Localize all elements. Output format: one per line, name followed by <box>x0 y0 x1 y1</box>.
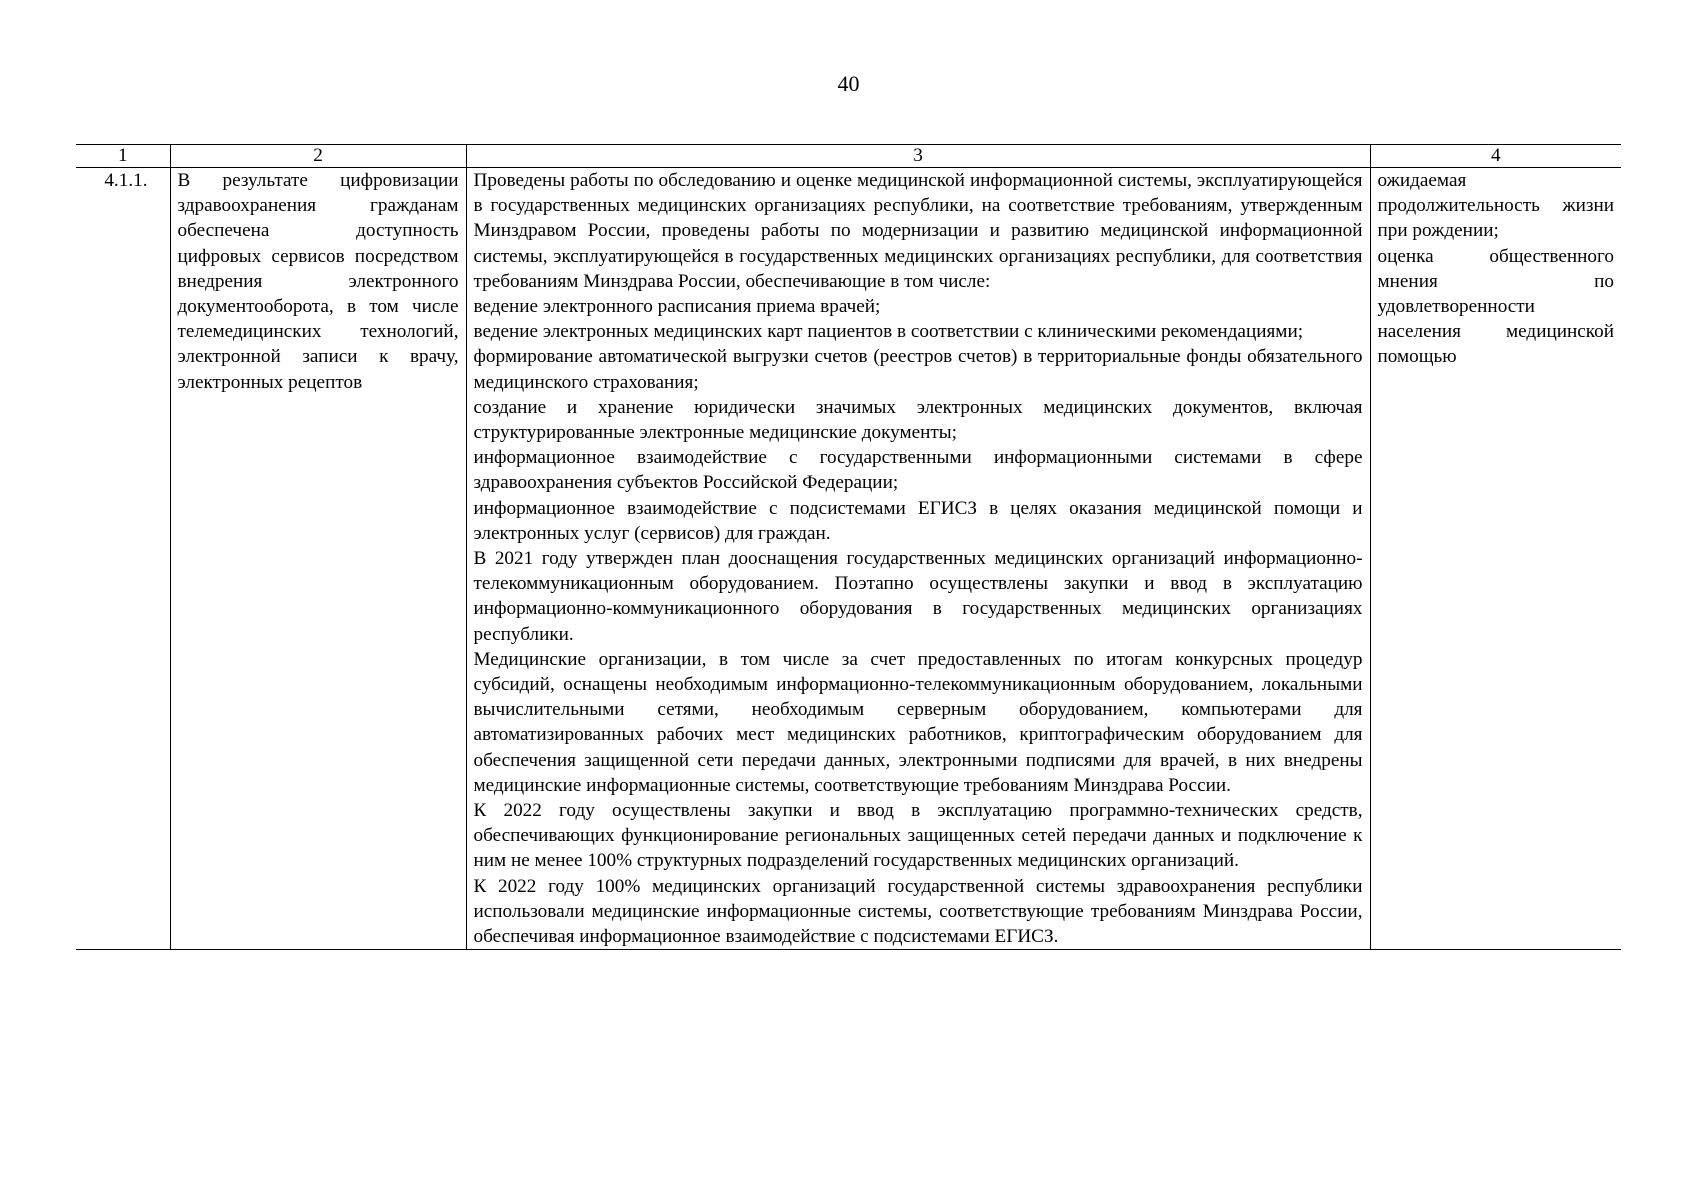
description-paragraph: К 2022 году осуществлены закупки и ввод в эксплуатацию программно-технических средств, обеспечивающих функционирование региональных защищенных сетей передачи данных и подключение к ним не менее 100% структурных подразделений государственных медицинских организаций. <box>473 800 1363 872</box>
result-cell <box>170 168 466 950</box>
row-number-cell: 4.1.1. <box>76 168 170 950</box>
description-paragraph: формирование автоматической выгрузки счетов (реестров счетов) в территориальные фонды обязательного медицинского страхования; <box>473 346 1363 393</box>
indicators-cell <box>1370 168 1621 950</box>
description-paragraph: информационное взаимодействие с государственными информационными системами в сфере здравоохранения субъектов Российской Федерации; <box>473 447 1363 494</box>
table-header-row <box>76 145 1621 168</box>
table-row <box>76 168 1621 950</box>
column-header-1: 1 <box>76 145 170 168</box>
description-cell <box>466 168 1370 950</box>
column-header-4: 4 <box>1370 145 1621 168</box>
description-paragraph: ведение электронного расписания приема врачей; <box>473 296 881 318</box>
description-paragraph: информационное взаимодействие с подсистемами ЕГИСЗ в целях оказания медицинской помощи и электронных услуг (сервисов) для граждан. <box>473 497 1363 544</box>
results-table <box>76 144 1621 950</box>
column-header-2: 2 <box>170 145 466 168</box>
page-number: 40 <box>837 71 860 96</box>
description-paragraph: создание и хранение юридически значимых электронных медицинских документов, включая структурированные электронные медицинские документы; <box>473 396 1363 444</box>
description-paragraph: ведение электронных медицинских карт пациентов в соответствии с клиническими рекомендациями; <box>473 321 1304 343</box>
description-paragraph: Медицинские организации, в том числе за счет предоставленных по итогам конкурсных процедур субсидий, оснащены необходимым информационно-телекоммуникационным оборудованием, локальными вычислительными сетями, необходимым серверным оборудованием, компьютерами для автоматизированных рабочих мест медицинских работников, криптографическим оборудованием для обеспечения защищенной сети передачи данных, электронными подписями для врачей, в них внедрены медицинские информационные системы, соответствующие требованиям Минздрава России. <box>473 648 1363 796</box>
description-paragraph: В 2021 году утвержден план дооснащения государственных медицинских организаций информационно-телекоммуникационным оборудованием. Поэтапно осуществлены закупки и ввод в эксплуатацию информационно-коммуникационного оборудования в государственных медицинских организациях республики. <box>473 548 1363 645</box>
indicator-item: оценка общественного мнения по удовлетворенности населения медицинской помощью <box>1377 245 1614 368</box>
column-header-3: 3 <box>466 145 1370 168</box>
result-text: В результате цифровизации здравоохранения гражданам обеспечена доступность цифровых сервисов посредством внедрения электронного документооборота, в том числе телемедицинских технологий, электронной записи к врачу, электронных рецептов <box>177 170 459 393</box>
indicator-item: ожидаемая продолжительность жизни при рождении; <box>1377 170 1614 242</box>
description-paragraph: К 2022 году 100% медицинских организаций государственной системы здравоохранения республики использовали медицинские информационные системы, соответствующие требованиям Минздрава России, обеспечивая информационное взаимодействие с подсистемами ЕГИСЗ. <box>473 875 1363 948</box>
description-paragraph: Проведены работы по обследованию и оценке медицинской информационной системы, эксплуатирующейся в государственных медицинских организациях республики, на соответствие требованиям, утвержденным Минздравом России, проведены работы по модернизации и развитию медицинской информационной системы, эксплуатирующейся в государственных медицинских организациях республики, для соответствия требованиям Минздрава России, обеспечивающие в том числе: <box>473 170 1363 292</box>
